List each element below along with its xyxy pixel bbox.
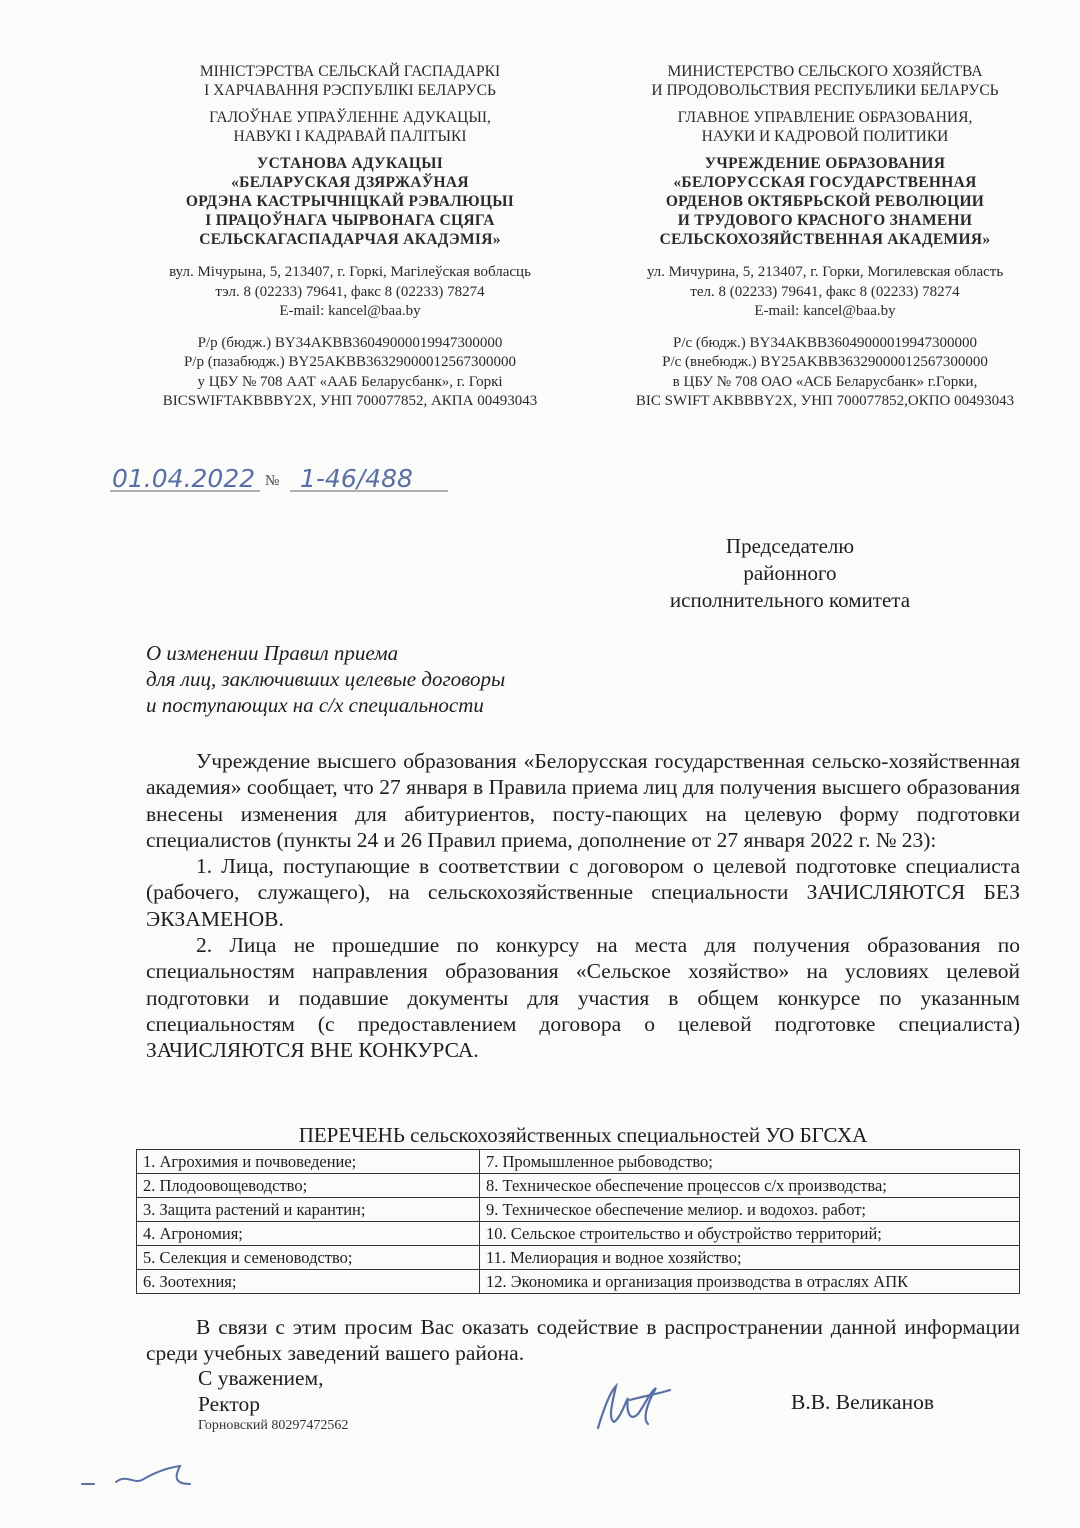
specialties-table [136,1149,1020,1294]
table-cell: 10. Сельское строительство и обустройство территорий; [480,1222,1020,1246]
table-row [137,1222,1020,1246]
handwritten-mark [80,1462,210,1492]
department-be: ГАЛОЎНАЕ УПРАЎЛЕННЕ АДУКАЦЫІ, НАВУКІ І КАДРАВАЙ ПАЛІТЫКІ [209,109,491,145]
signatory-name: В.В. Великанов [791,1390,934,1414]
bank-details-be: Р/р (бюдж.) BY34AKBB36049000019947300000 Р/р (пазабюдж.) BY25AKBB36329000012567300000 у ЦБУ № 708 ААТ «ААБ Беларусбанк», г. Горкі BICSWIFTAKBBBY2X, УНП 700077852, АКПА 00493043 [162,334,538,409]
registration-number-sign: № [265,473,280,489]
contacts-be: вул. Мічурына, 5, 213407, г. Горкі, Магілеўская вобласць тэл. 8 (02233) 79641, факс 8 (02233) 78274 E-mail: kancel@baa.by [169,264,531,319]
closing-paragraph: В связи с этим просим Вас оказать содействие в распространении данной информации среди учебных заведений вашего района. [146,1315,1020,1366]
table-row [137,1198,1020,1222]
table-cell: 4. Агрономия; [137,1222,480,1246]
table-row [137,1246,1020,1270]
specialties-title: ПЕРЕЧЕНЬ сельскохозяйственных специальностей УО БГСХА [298,1123,868,1147]
table-cell: 6. Зоотехния; [137,1270,480,1294]
table-cell: 11. Мелиорация и водное хозяйство; [480,1246,1020,1270]
letter-body [146,748,1020,1064]
handwritten-signature [590,1378,680,1438]
bank-details-ru: Р/с (бюдж.) BY34AKBB36049000019947300000 Р/с (внебюдж.) BY25AKBB36329000012567300000 в ЦБУ № 708 ОАО «АСБ Беларусбанк» г.Горки, BIC SWIFT AKBBBY2X, УНП 700077852,ОКПО 00493043 [635,334,1015,409]
table-cell: 7. Промышленное рыбоводство; [480,1150,1020,1174]
table-cell: 8. Техническое обеспечение процессов с/х производства; [480,1174,1020,1198]
letter-subject: О изменении Правил приема для лиц, заключивших целевые договоры и поступающих на с/х специальности [146,641,506,717]
table-cell: 5. Селекция и семеноводство; [137,1246,480,1270]
ministry-be: МІНІСТЭРСТВА СЕЛЬСКАЙ ГАСПАДАРКІ І ХАРЧАВАННЯ РЭСПУБЛІКІ БЕЛАРУСЬ [199,63,501,99]
header-right [590,62,1060,412]
signatory-position: Ректор [198,1392,260,1416]
table-row [137,1174,1020,1198]
table-cell: 9. Техническое обеспечение мелиор. и водохоз. работ; [480,1198,1020,1222]
registration-underline [110,488,450,494]
body-paragraph: Учреждение высшего образования «Белорусская государственная сельско-хозяйственная академия» сообщает, что 27 января в Правила приема лиц для получения высшего образования внесены изменения для абитуриентов, посту-пающих на целевую форму подготовки специалистов (пункты 24 и 26 Правил приема, дополнение от 27 января 2022 г. № 23): [146,749,1020,852]
header-left [115,62,585,412]
table-cell: 1. Агрохимия и почвоведение; [137,1150,480,1174]
executor-contact: Горновский 80297472562 [198,1418,349,1433]
ministry-ru: МИНИСТЕРСТВО СЕЛЬСКОГО ХОЗЯЙСТВА И ПРОДОВОЛЬСТВИЯ РЕСПУБЛИКИ БЕЛАРУСЬ [651,63,999,99]
table-cell: 2. Плодоовощеводство; [137,1174,480,1198]
institution-ru: УЧРЕЖДЕНИЕ ОБРАЗОВАНИЯ «БЕЛОРУССКАЯ ГОСУДАРСТВЕННАЯ ОРДЕНОВ ОКТЯБРЬСКОЙ РЕВОЛЮЦИИ И ТРУДОВОГО КРАСНОГО ЗНАМЕНИ СЕЛЬСКОХОЗЯЙСТВЕННАЯ АКАДЕМИЯ» [659,155,991,248]
contacts-ru: ул. Мичурина, 5, 213407, г. Горки, Могилевская область тел. 8 (02233) 79641, факс 8 (02233) 78274 E-mail: kancel@baa.by [646,264,1004,319]
table-row [137,1270,1020,1294]
institution-be: УСТАНОВА АДУКАЦЫІ «БЕЛАРУСКАЯ ДЗЯРЖАЎНАЯ ОРДЭНА КАСТРЫЧНІЦКАЙ РЭВАЛЮЦЫІ І ПРАЦОЎНАГА ЧЫРВОНАГА СЦЯГА СЕЛЬСКАГАСПАДАРЧАЯ АКАДЭМІЯ» [185,155,515,248]
table-row [137,1150,1020,1174]
body-paragraph: 1. Лица, поступающие в соответствии с договором о целевой подготовке специалиста (рабочего, служащего), на сельскохозяйственные специальности ЗАЧИСЛЯЮТСЯ БЕЗ ЭКЗАМЕНОВ. [146,854,1020,931]
body-paragraph: 2. Лица не прошедшие по конкурсу на места для получения образования по специальностям направления образования «Сельское хозяйство» на условиях целевой подготовки и подавшие документы для участия в общем конкурсе по указанным специальностям (с предоставлением договора о целевой подготовке специалиста) ЗАЧИСЛЯЮТСЯ ВНЕ КОНКУРСА. [146,933,1020,1063]
addressee: Председателю районного исполнительного комитета [669,534,911,612]
registration-number: 1-46/488 [300,464,413,493]
greeting: С уважением, [198,1366,324,1390]
table-cell: 12. Экономика и организация производства в отраслях АПК [480,1270,1020,1294]
registration-date: 01.04.2022 [112,464,256,493]
table-cell: 3. Защита растений и карантин; [137,1198,480,1222]
department-ru: ГЛАВНОЕ УПРАВЛЕНИЕ ОБРАЗОВАНИЯ, НАУКИ И КАДРОВОЙ ПОЛИТИКИ [677,109,973,145]
